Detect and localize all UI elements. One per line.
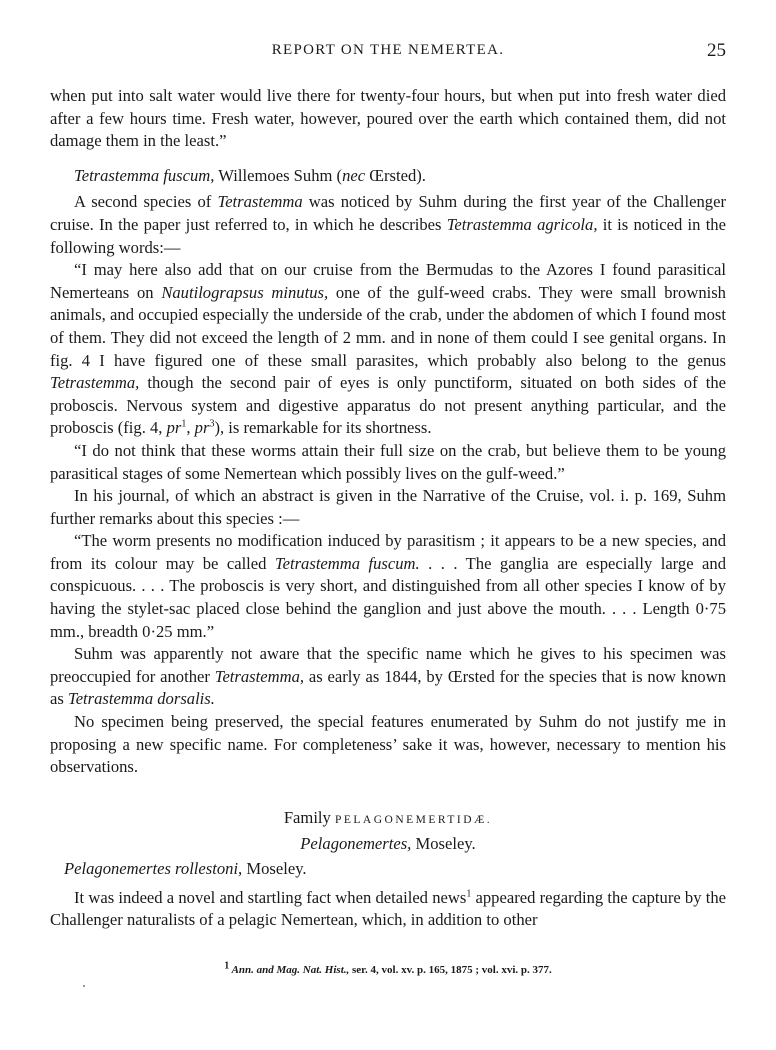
page-header [50,40,726,64]
paragraph-second-species [50,191,726,259]
genus-name: Tetrastemma, [50,373,140,393]
abbrev-pr: pr [194,418,210,438]
paragraph-pelagic [50,887,726,932]
quote-paragraph-1 [50,259,726,440]
quote-paragraph-2: “I do not think that these worms attain their full size on the crab, but believe them to be young parasitical stages of some Nemertean which possibly lives on the gulf-weed.” [50,440,726,483]
paragraph-continuation: when put into salt water would live there for twenty-four hours, but when put into fresh water died after a few hours time. Fresh water, however, poured over the earth which contained them, did not damage them in the least.” [50,86,726,151]
text-run: was noticed by Suhm during the first year of the Challenger cruise. In the paper just referred to, in which he describes [50,192,726,234]
text-run: , [186,418,195,438]
nec-word: nec [342,165,366,185]
journal-name: Ann. and Mag. Nat. Hist., [229,964,350,976]
species-name: Tetrastemma fuscum, [74,165,215,185]
paragraph-no-specimen: No specimen being preserved, the special features enumerated by Suhm do not justify me in proposing a new specific name. For completeness’ sake it was, however, necessary to mention his observations. [50,712,726,777]
text-run: as early as 1844, by Œrsted for the species that is now known as [50,666,726,709]
abbrev-pr: pr [166,418,182,438]
text-run: . . . The ganglia are especially large and conspicuous. . . . The proboscis is very short, and distinguished from all other species I know of by having the stylet-sac placed close behind the ganglion and just above the mouth. . . . Length 0·75 mm., breadth 0·25 mm.” [50,553,726,641]
superscript: 3 [209,418,215,430]
text-run: It was indeed a novel and startling fact when detailed news [74,887,467,907]
family-name: PELAGONEMERTIDÆ. [334,813,493,826]
species-author: Moseley. [242,859,307,878]
genus-name: Pelagonemertes, [300,834,412,854]
footnote [0,960,776,976]
page-body [50,85,726,932]
paragraph-preoccupied [50,643,726,711]
genus-name: Tetrastemma [217,192,303,212]
print-speck [83,985,85,987]
species-author: Willemoes Suhm ( [214,165,343,185]
text-run: though the second pair of eyes is only punctiform, situated on both sides of the proboscis. Nervous system and digestive apparatus do not present anything particular, and the proboscis (fig. 4, [50,373,726,438]
family-label: Family [283,807,335,827]
paragraph-journal: In his journal, of which an abstract is given in the Narrative of the Cruise, vol. i. p. 169, Suhm further remarks about this species :— [50,486,726,528]
text-run: it is noticed in the following words:— [50,214,726,257]
text-run: appeared regarding the capture by the Challenger naturalists of a pelagic Nemertean, which, in addition to other [50,887,727,930]
species-author-2: Œrsted). [365,165,426,185]
genus-author: Moseley. [411,834,476,854]
genus-heading [50,833,726,856]
text-run: “I may here also add that on our cruise from the Bermudas to the Azores I found parasitical Nemerteans on [50,260,726,302]
species-heading-tetrastemma-fuscum [50,165,726,188]
species-name: Tetrastemma dorsalis. [67,689,215,709]
species-name: Tetrastemma agricola, [446,214,598,234]
text-run: Suhm was apparently not aware that the specific name which he gives to his specimen was preoccupied for another [50,644,726,686]
species-name: Tetrastemma fuscum. [274,553,420,573]
text-run: A second species of [74,192,218,212]
text-run: “The worm presents no modification induced by parasitism ; it appears to be a new species, and from its colour may be called [50,531,726,573]
genus-name: Tetrastemma, [214,666,305,686]
footnote-number: 1 [224,960,230,972]
species-heading-pelagonemertes-rollestoni [50,858,726,881]
footnote-ref[interactable]: 1 [466,888,472,900]
quote-paragraph-3 [50,530,726,643]
superscript: 1 [181,418,187,430]
host-name: Nautilograpsus minutus, [161,282,329,302]
running-head: REPORT ON THE NEMERTEA. [271,42,505,58]
text-run: ), is remarkable for its shortness. [214,418,432,438]
text-run: one of the gulf-weed crabs. They were small brownish animals, and occupied especially the underside of the crab, under the abdomen of which I found most of them. They did not exceed the length of 2 mm. and in none of them could I see genital organs. In fig. 4 I have figured one of these small parasites, which probably also belong to the genus [50,282,726,370]
footnote-text: ser. 4, vol. xv. p. 165, 1875 ; vol. xvi. p. 377. [349,964,552,976]
page-number: 25 [707,40,726,61]
species-name: Pelagonemertes rollestoni, [64,859,243,878]
family-heading [50,807,726,832]
